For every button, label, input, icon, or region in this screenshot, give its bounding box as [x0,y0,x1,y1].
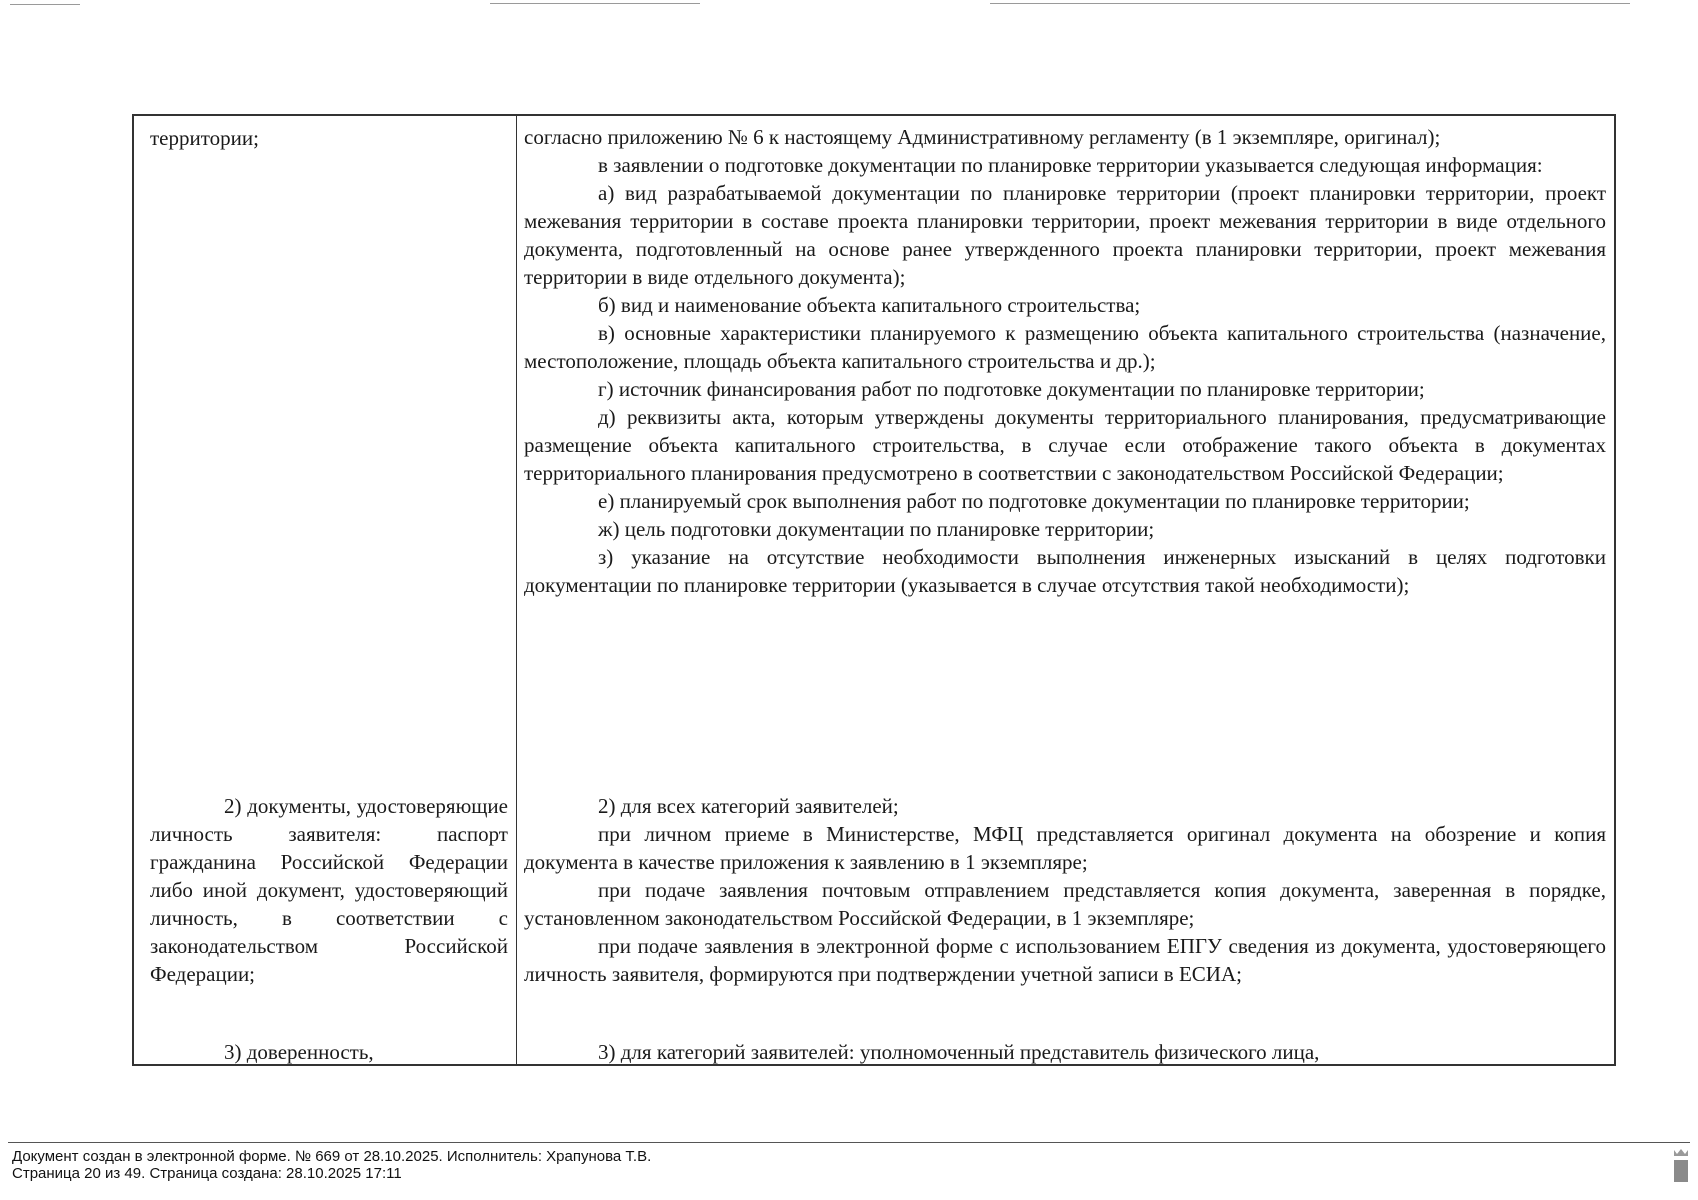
footer-document-info: Документ создан в электронной форме. № 669 от 28.10.2025. Исполнитель: Храпунова Т.В. [12,1148,652,1165]
list-item-a: а) вид разрабатываемой документации по планировке территории (проект планировки территории, проект межевания территории в составе проекта планировки территории, проект межевания территории в виде отдельного документа, подготовленный на основе ранее утвержденного проекта планировки территории, проект межевания территории в виде отдельного документа); [524,181,1606,289]
paragraph: при подаче заявления в электронной форме с использованием ЕПГУ сведения из документа, удостоверяющего личность заявителя, формируются при подтверждении учетной записи в ЕСИА; [524,934,1606,986]
paragraph: при подаче заявления почтовым отправлением представляется копия документа, заверенная в порядке, установленном законодательством Российской Федерации, в 1 экземпляре; [524,878,1606,930]
paragraph: 3) для категорий заявителей: уполномоченный представитель физического лица, [598,1040,1320,1064]
list-item-b: б) вид и наименование объекта капитального строительства; [598,293,1141,317]
list-item-zh: ж) цель подготовки документации по планировке территории; [598,517,1155,541]
page-footer [12,1148,651,1182]
list-item-e: е) планируемый срок выполнения работ по подготовке документации по планировке территории; [598,489,1470,513]
paragraph: 2) для всех категорий заявителей; [598,794,899,818]
scan-artifact-line [10,4,80,5]
representative-requirements [524,1038,1606,1066]
paragraph: согласно приложению № 6 к настоящему Административному регламенту (в 1 экземпляре, оригинал); [524,125,1441,149]
scan-artifact-line [990,3,1630,4]
list-item-g: г) источник финансирования работ по подготовке документации по планировке территории; [598,377,1425,401]
application-info-block [524,123,1606,599]
left-cell-identity-docs: 2) документы, удостоверяющие личность заявителя: паспорт гражданина Российской Федерации либо иной документ, удостоверяющий личность, в соответствии с законодательством Российской Федерации; [150,794,508,986]
column-divider [516,116,517,1064]
paragraph: в заявлении о подготовке документации по планировке территории указывается следующая информация: [598,153,1543,177]
footer-page-info: Страница 20 из 49. Страница создана: 28.10.2025 17:11 [12,1165,402,1182]
list-item-d: д) реквизиты акта, которым утверждены документы территориального планирования, предусматривающие размещение объекта капитального строительства, в случае если отображение такого объекта в документах территориального планирования предусмотрено в соответствии с законодательством Российской Федерации; [524,405,1606,485]
requirements-table [132,114,1616,1066]
paragraph: при личном приеме в Министерстве, МФЦ представляется оригинал документа на обозрение и копия документа в качестве приложения к заявлению в 1 экземпляре; [524,822,1606,874]
left-cell-power-of-attorney: 3) доверенность, [224,1040,374,1064]
left-cell-top: территории; [150,126,259,150]
list-item-v: в) основные характеристики планируемого к размещению объекта капитального строительства (назначение, местоположение, площадь объекта капитального строительства и др.); [524,321,1606,373]
footer-divider [8,1142,1690,1143]
scan-artifact-line [490,3,700,4]
emblem-icon [1672,1148,1690,1184]
identity-docs-requirements [524,792,1606,988]
list-item-z: з) указание на отсутствие необходимости выполнения инженерных изысканий в целях подготовки документации по планировке территории (указывается в случае отсутствия такой необходимости); [524,545,1606,597]
